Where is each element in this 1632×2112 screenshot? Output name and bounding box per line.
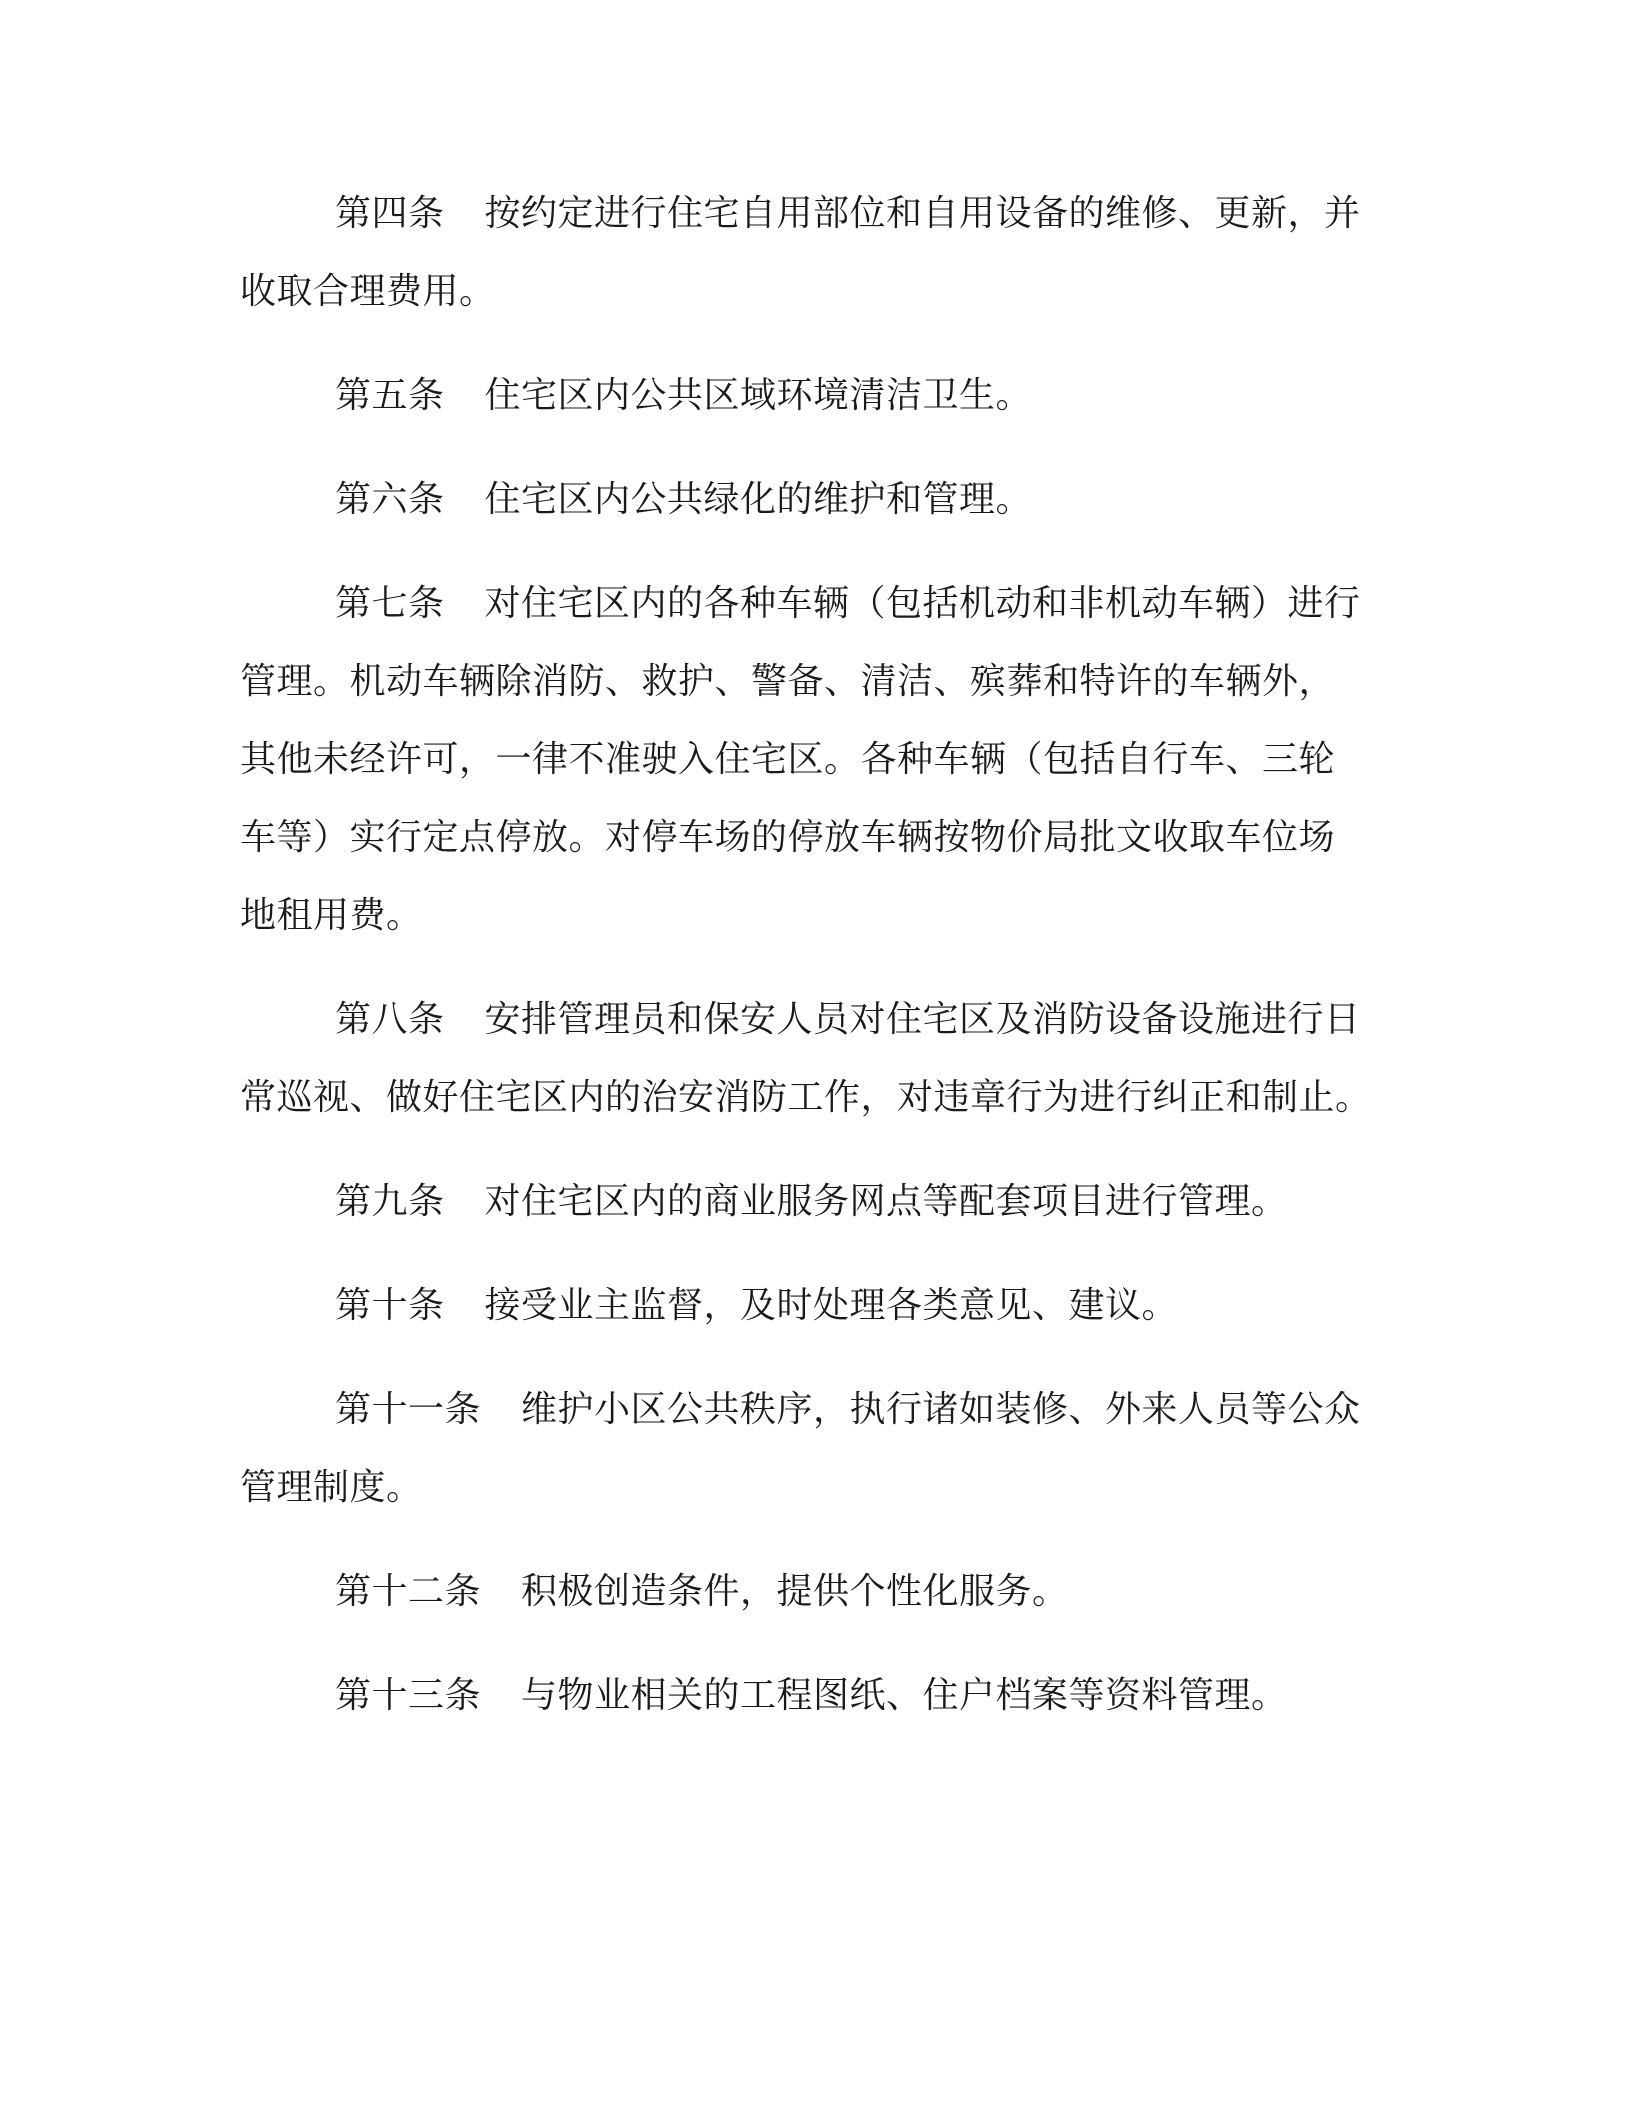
article-12-number: 第十二条 bbox=[335, 1571, 482, 1612]
article-8-number: 第八条 bbox=[335, 999, 445, 1040]
article-7-line-2: 管理。机动车辆除消防、救护、警备、清洁、殡葬和特许的车辆外， bbox=[240, 661, 1336, 702]
article-6-line-1 bbox=[0, 474, 1632, 526]
article-8-line-1 bbox=[0, 994, 1632, 1046]
article-10-text: 接受业主监督，及时处理各类意见、建议。 bbox=[484, 1285, 1179, 1326]
article-6-text: 住宅区内公共绿化的维护和管理。 bbox=[484, 479, 1033, 520]
article-13-text: 与物业相关的工程图纸、住户档案等资料管理。 bbox=[521, 1675, 1288, 1716]
article-4-line-2: 收取合理费用。 bbox=[240, 271, 496, 312]
article-8-text: 安排管理员和保安人员对住宅区及消防设备设施进行日 bbox=[484, 999, 1361, 1040]
article-7-line-5: 地租用费。 bbox=[240, 895, 423, 936]
article-7-line-1 bbox=[0, 578, 1632, 630]
article-7-number: 第七条 bbox=[335, 583, 445, 624]
article-12-line-1 bbox=[0, 1566, 1632, 1618]
article-4-number: 第四条 bbox=[335, 193, 445, 234]
article-11-line-1 bbox=[0, 1384, 1632, 1436]
article-5-line-1 bbox=[0, 370, 1632, 422]
article-7-text: 对住宅区内的各种车辆（包括机动和非机动车辆）进行 bbox=[484, 583, 1361, 624]
article-7-line-3: 其他未经许可，一律不准驶入住宅区。各种车辆（包括自行车、三轮 bbox=[240, 739, 1336, 780]
article-9-number: 第九条 bbox=[335, 1181, 445, 1222]
article-7-line-4: 车等）实行定点停放。对停车场的停放车辆按物价局批文收取车位场 bbox=[240, 817, 1336, 858]
article-9-line-1 bbox=[0, 1176, 1632, 1228]
article-11-text: 维护小区公共秩序，执行诸如装修、外来人员等公众 bbox=[521, 1389, 1361, 1430]
article-6-number: 第六条 bbox=[335, 479, 445, 520]
article-11-number: 第十一条 bbox=[335, 1389, 482, 1430]
article-9-text: 对住宅区内的商业服务网点等配套项目进行管理。 bbox=[484, 1181, 1288, 1222]
article-4-text: 按约定进行住宅自用部位和自用设备的维修、更新，并 bbox=[484, 193, 1361, 234]
article-8-line-2: 常巡视、做好住宅区内的治安消防工作，对违章行为进行纠正和制止。 bbox=[240, 1077, 1372, 1118]
article-10-number: 第十条 bbox=[335, 1285, 445, 1326]
article-13-number: 第十三条 bbox=[335, 1675, 482, 1716]
article-10-line-1 bbox=[0, 1280, 1632, 1332]
article-11-line-2: 管理制度。 bbox=[240, 1467, 423, 1508]
article-5-number: 第五条 bbox=[335, 375, 445, 416]
article-4-line-1 bbox=[0, 188, 1632, 240]
article-5-text: 住宅区内公共区域环境清洁卫生。 bbox=[484, 375, 1033, 416]
article-13-line-1 bbox=[0, 1670, 1632, 1722]
article-12-text: 积极创造条件，提供个性化服务。 bbox=[521, 1571, 1069, 1612]
